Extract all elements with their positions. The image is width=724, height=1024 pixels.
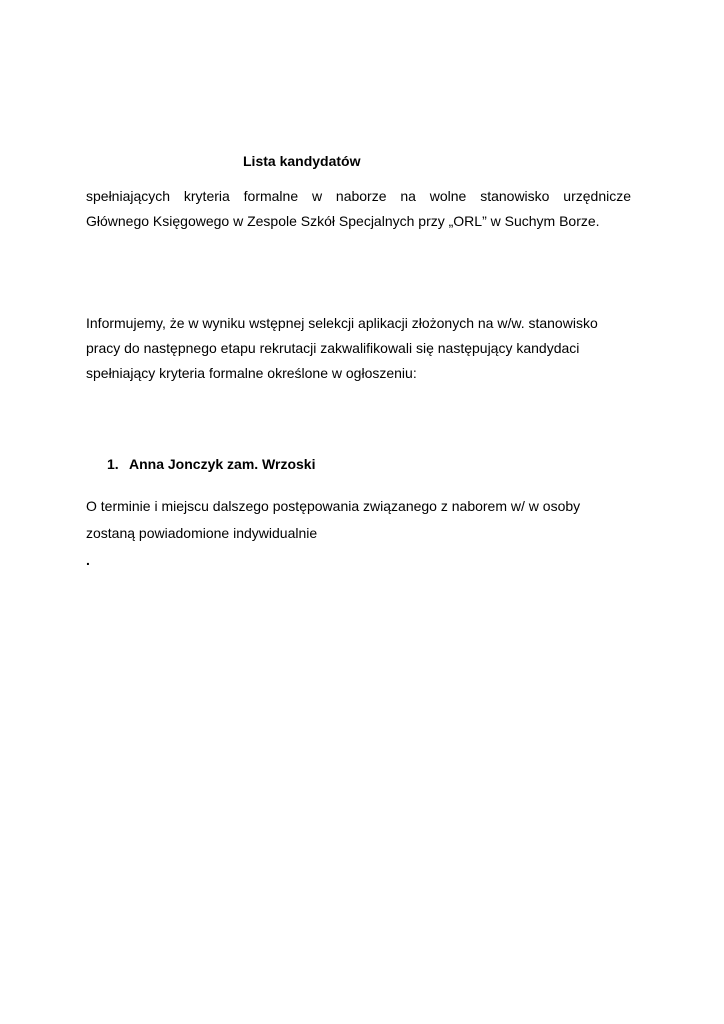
intro-line: spełniający kryteria formalne określone w ogłoszeniu: [86, 365, 417, 381]
candidate-list [107, 455, 315, 473]
document-subtitle [86, 184, 631, 234]
intro-line: pracy do następnego etapu rekrutacji zakwalifikowali się następujący kandydaci [86, 340, 580, 356]
candidate-list-item [107, 455, 315, 473]
intro-line: Informujemy, że w wyniku wstępnej selekcji aplikacji złożonych na w/w. stanowisko [86, 315, 598, 331]
document-title: Lista kandydatów [243, 153, 361, 169]
closing-line: O terminie i miejscu dalszego postępowania związanego z naborem w/ w osoby [86, 498, 581, 514]
closing-line [86, 520, 631, 574]
candidate-number: 1. [107, 456, 119, 472]
subtitle-line: Głównego Księgowego w Zespole Szkół Specjalnych przy „ORL” w Suchym Borze. [86, 213, 600, 229]
closing-period: . [86, 552, 90, 568]
intro-paragraph [86, 311, 631, 386]
closing-line-text: zostaną powiadomione indywidualnie [86, 525, 318, 541]
closing-paragraph [86, 493, 631, 574]
candidate-name: Anna Jonczyk zam. Wrzoski [129, 456, 316, 472]
subtitle-line: spełniających kryteria formalne w naborze na wolne stanowisko urzędnicze [86, 188, 631, 204]
